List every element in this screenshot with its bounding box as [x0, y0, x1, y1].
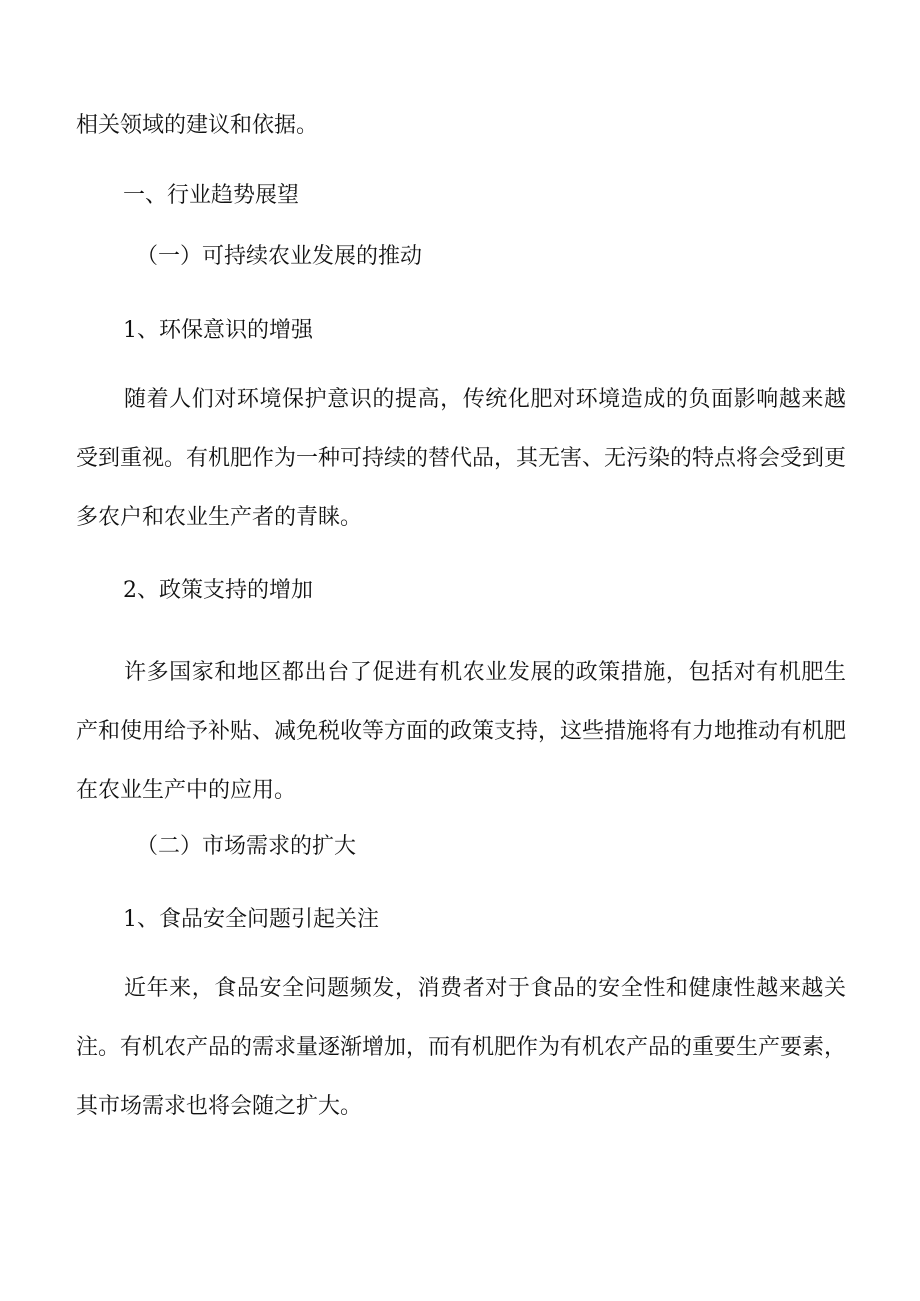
- item-heading: 2、政策支持的增加: [123, 578, 313, 603]
- section-heading: 一、行业趋势展望: [123, 183, 300, 208]
- paragraph: 近年来，食品安全问题频发，消费者对于食品的安全性和健康性越来越关注。有机农产品的需求量逐渐增加，而有机肥作为有机农产品的重要生产要素，其市场需求也将会随之扩大。: [76, 976, 847, 1119]
- item-heading: 1、食品安全问题引起关注: [123, 907, 379, 932]
- item-heading: 1、环保意识的增强: [123, 318, 313, 343]
- paragraph: 许多国家和地区都出台了促进有机农业发展的政策措施，包括对有机肥生产和使用给予补贴、减免税收等方面的政策支持，这些措施将有力地推动有机肥在农业生产中的应用。: [76, 660, 847, 803]
- subsection-heading: （二）市场需求的扩大: [136, 834, 357, 859]
- paragraph: 随着人们对环境保护意识的提高，传统化肥对环境造成的负面影响越来越受到重视。有机肥作为一种可持续的替代品，其无害、无污染的特点将会受到更多农户和农业生产者的青睐。: [76, 387, 847, 530]
- subsection-heading: （一）可持续农业发展的推动: [136, 244, 423, 269]
- continuation-text: 相关领域的建议和依据。: [76, 113, 319, 138]
